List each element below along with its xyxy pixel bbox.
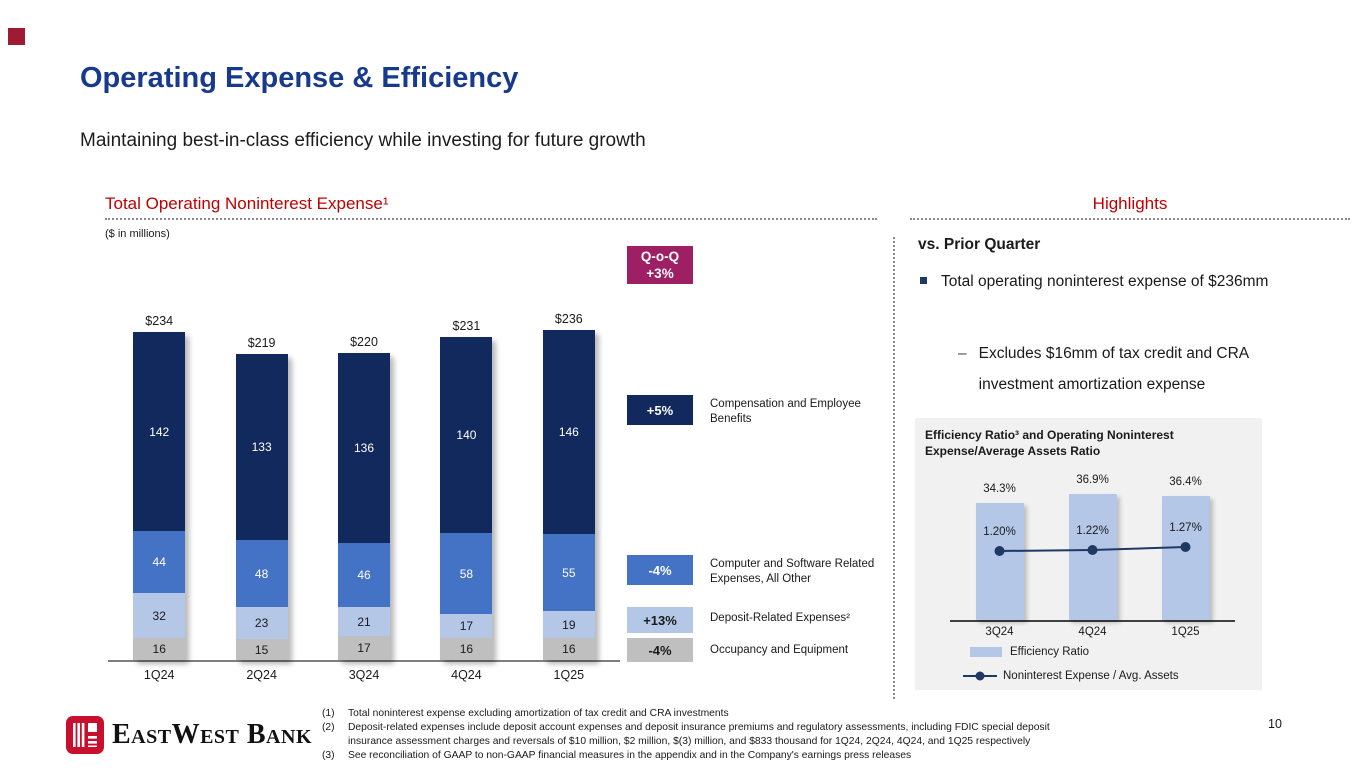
bar-segment: 44 — [133, 531, 185, 593]
efficiency-legend-bar-label: Efficiency Ratio — [1010, 646, 1090, 658]
efficiency-ratio-panel — [915, 418, 1262, 690]
footnote-number: (2) — [322, 721, 335, 733]
chart-column — [415, 300, 517, 660]
highlights-subheading: vs. Prior Quarter — [918, 236, 1041, 253]
efficiency-bar-label: 36.9% — [1076, 474, 1109, 486]
footnote-number: (1) — [322, 708, 335, 719]
series-qoq-badge: +5% — [627, 395, 693, 425]
series-legend-label: Compensation and Employee Benefits — [710, 398, 861, 425]
bar-stack — [543, 330, 595, 660]
efficiency-category-label: 1Q25 — [1171, 626, 1200, 638]
footnote-number: (3) — [322, 749, 335, 761]
bar-total-label: $219 — [247, 336, 276, 350]
bar-segment: 146 — [543, 330, 595, 534]
bar-segment: 17 — [338, 636, 390, 660]
expense-heading-rule — [105, 218, 877, 220]
efficiency-bar — [1069, 494, 1117, 620]
bar-segment: 46 — [338, 543, 390, 607]
expense-section-heading: Total Operating Noninterest Expense¹ — [105, 194, 389, 213]
category-label: 3Q24 — [348, 668, 380, 682]
expense-stacked-bar-chart — [108, 300, 620, 662]
bar-segment: 23 — [236, 607, 288, 639]
expense-chart-category-axis — [108, 668, 620, 682]
highlight-bullet-item — [920, 266, 1286, 297]
dash-icon: – — [958, 345, 967, 362]
bar-segment: 16 — [133, 638, 185, 660]
bar-total-label: $236 — [554, 312, 583, 326]
efficiency-bar-label: 34.3% — [983, 483, 1016, 495]
category-label: 1Q24 — [143, 668, 175, 682]
bar-segment: 19 — [543, 611, 595, 638]
efficiency-legend-bar — [970, 646, 1089, 658]
bar-segment: 133 — [236, 354, 288, 540]
bullet-square-icon — [920, 277, 927, 284]
efficiency-legend-line — [963, 670, 1179, 682]
efficiency-chart-axis — [950, 620, 1235, 622]
category-label: 1Q25 — [553, 668, 585, 682]
series-qoq-badge: -4% — [627, 555, 693, 585]
bar-stack — [236, 354, 288, 660]
bar-total-label: $220 — [350, 335, 378, 349]
bar-stack — [440, 337, 492, 660]
footnote-text: Total noninterest expense excluding amortization of tax credit and CRA investments — [348, 708, 729, 719]
efficiency-legend-line-label: Noninterest Expense / Avg. Assets — [1003, 670, 1179, 682]
series-legend-label: Occupancy and Equipment — [710, 644, 849, 656]
efficiency-bar — [976, 503, 1024, 620]
efficiency-bar-label: 36.4% — [1169, 476, 1202, 488]
units-label: ($ in millions) — [105, 228, 170, 240]
highlight-sub-bullet-text: Excludes $16mm of tax credit and CRA investment amortization expense — [978, 345, 1249, 393]
series-qoq-badge: -4% — [627, 638, 693, 662]
bar-segment: 32 — [133, 593, 185, 638]
bar-segment: 58 — [440, 533, 492, 614]
eastwest-bank-logo — [66, 716, 312, 754]
page-subtitle: Maintaining best-in-class efficiency while investing for future growth — [80, 130, 646, 151]
bar-total-label: $234 — [145, 314, 174, 328]
bar-segment: 16 — [440, 638, 492, 660]
corner-accent-square — [8, 28, 25, 45]
eastwest-bank-logo-text: EastWest Bank — [112, 719, 313, 750]
efficiency-ratio-swatch-icon — [970, 647, 1002, 657]
bar-total-label: $231 — [452, 319, 481, 333]
bar-segment: 21 — [338, 607, 390, 636]
efficiency-chart-category-axis — [953, 626, 1232, 638]
highlights-heading: Highlights — [1092, 194, 1168, 213]
footnotes — [322, 707, 1082, 763]
qoq-badge-title: Q-o-Q — [640, 249, 680, 264]
highlights-heading-rule — [910, 218, 1350, 220]
efficiency-bar — [1162, 496, 1210, 620]
bar-segment: 16 — [543, 638, 595, 660]
efficiency-line-label: 1.20% — [983, 526, 1016, 538]
bar-segment: 140 — [440, 337, 492, 533]
efficiency-panel-title: Efficiency Ratio³ and Operating Noninterest Expense/Average Assets Ratio — [925, 428, 1174, 458]
page-number: 10 — [1268, 717, 1282, 731]
qoq-badge-value: +3% — [646, 266, 674, 281]
footnote-row — [322, 707, 1082, 721]
eastwest-bank-logo-icon — [66, 716, 104, 754]
bar-stack — [338, 353, 390, 660]
bar-segment: 48 — [236, 540, 288, 607]
bar-segment: 142 — [133, 332, 185, 531]
category-label: 4Q24 — [451, 668, 482, 682]
series-legend-label: Deposit-Related Expenses² — [710, 612, 850, 624]
bar-stack — [133, 332, 185, 660]
efficiency-category-label: 3Q24 — [985, 626, 1014, 638]
efficiency-line-label: 1.22% — [1076, 525, 1109, 537]
page-title: Operating Expense & Efficiency — [80, 62, 519, 94]
chart-column — [518, 300, 620, 660]
chart-column — [210, 300, 312, 660]
bar-segment: 136 — [338, 353, 390, 543]
footnote-row — [322, 749, 1082, 763]
footnote-text: Deposit-related expenses include deposit account expenses and deposit insurance premiums and regulatory assessments, including FDIC special deposit insurance assessment charges and reversals of $10 million, $2 million, $(3) million, and $833 thousand for 1Q24, 2Q24, 4Q24, and 1Q25 respectively — [348, 721, 1050, 747]
series-legend-label: Computer and Software Related Expenses, All Other — [710, 558, 875, 585]
bar-segment: 15 — [236, 639, 288, 660]
line-marker-icon — [963, 670, 997, 682]
footnote-row — [322, 721, 1082, 749]
efficiency-category-label: 4Q24 — [1078, 626, 1107, 638]
bar-segment: 17 — [440, 614, 492, 638]
efficiency-line-label: 1.27% — [1169, 522, 1202, 534]
bar-segment: 55 — [543, 534, 595, 611]
highlight-sub-bullet-item — [958, 338, 1314, 400]
category-label: 2Q24 — [246, 668, 277, 682]
section-separator — [893, 237, 895, 699]
chart-column — [108, 300, 210, 660]
qoq-badge — [627, 246, 693, 284]
footnote-text: See reconciliation of GAAP to non-GAAP financial measures in the appendix and in the Company's earnings press releases — [348, 749, 912, 761]
chart-column — [313, 300, 415, 660]
series-qoq-badge: +13% — [627, 607, 693, 633]
highlight-bullet-text: Total operating noninterest expense of $236mm — [941, 273, 1269, 290]
